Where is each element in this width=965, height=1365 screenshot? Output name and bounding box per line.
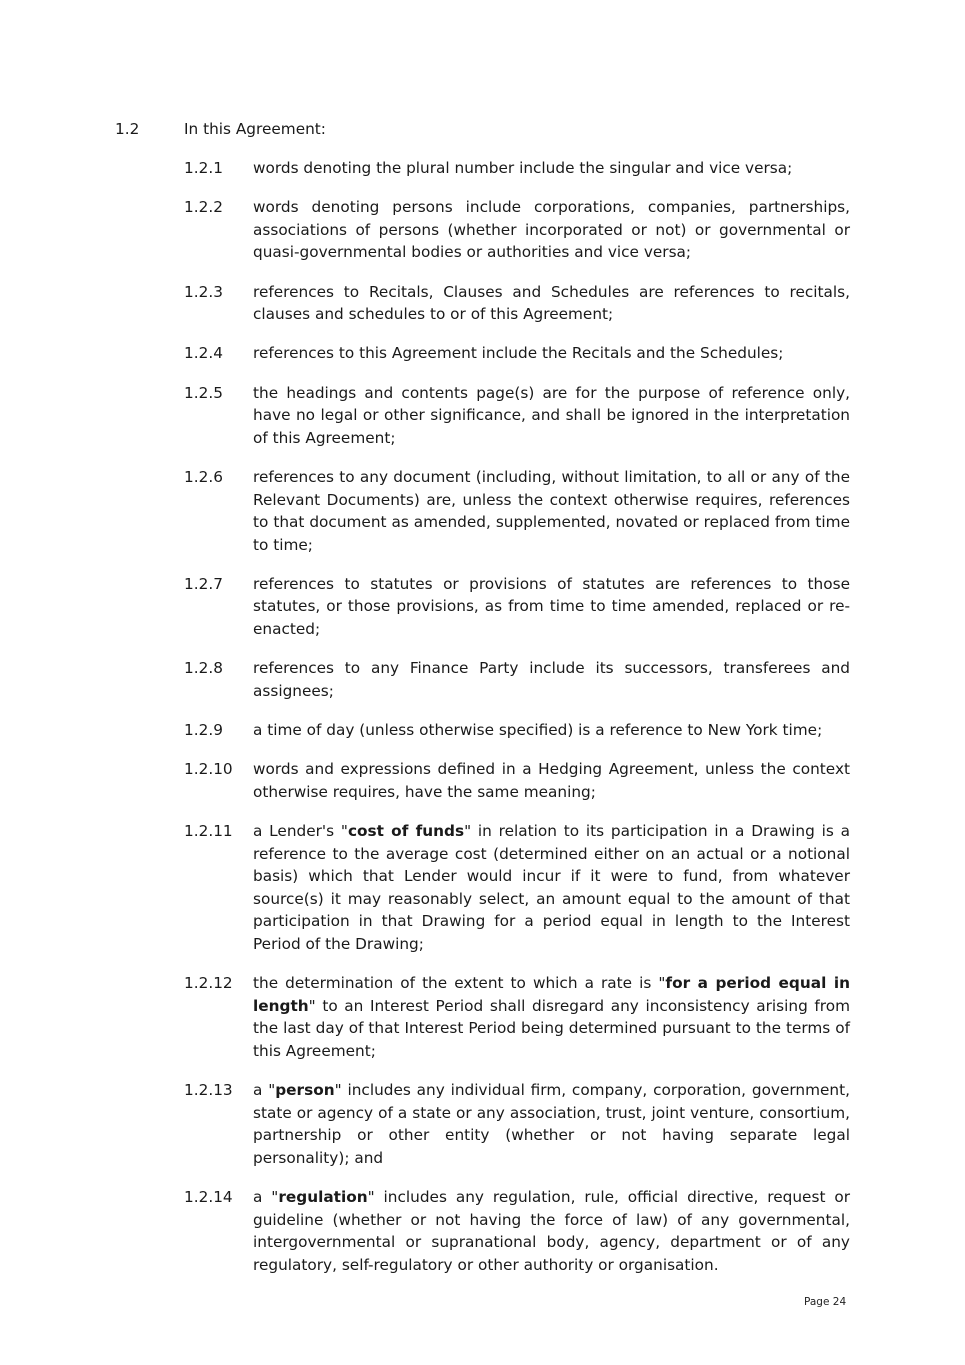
clause-number: 1.2.6 [184,467,223,486]
clause-text-segment: a time of day (unless otherwise specified) is a reference to New York time; [253,721,823,740]
clause-text [253,342,850,365]
clause-number: 1.2.5 [184,383,223,402]
clause-item [184,657,850,702]
clause-number: 1.2.2 [184,198,223,217]
clause-item [184,281,850,326]
clause-list [184,157,850,1293]
section-number: 1.2 [115,120,140,138]
clause-text [253,382,850,450]
defined-term: cost of funds [347,822,465,840]
clause-item [184,820,850,956]
clause-item [184,382,850,450]
clause-text [253,466,850,556]
clause-item [184,157,850,180]
clause-number: 1.2.10 [184,760,233,779]
clause-text [253,281,850,326]
clause-text [253,719,850,742]
clause-text-segment: words and expressions defined in a Hedging Agreement, unless the context otherwise requires, have the same meaning; [253,760,850,801]
clause-item [184,719,850,742]
clause-number: 1.2.8 [184,659,223,678]
defined-term: regulation [278,1188,368,1207]
clause-item [184,573,850,641]
clause-number: 1.2.7 [184,574,223,593]
clause-item [184,972,850,1062]
clause-item [184,466,850,556]
clause-item [184,1186,850,1276]
defined-term: for a period equal in length [253,974,850,1015]
clause-item [184,1079,850,1169]
clause-item [184,196,850,264]
clause-text [253,157,850,180]
clause-number: 1.2.3 [184,282,223,301]
clause-text [253,758,850,803]
clause-text-segment: a " [253,1081,276,1100]
clause-text-segment: words denoting the plural number include the singular and vice versa; [253,159,793,177]
clause-number: 1.2.1 [184,159,223,177]
clause-number: 1.2.4 [184,344,223,363]
clause-number: 1.2.13 [184,1081,233,1100]
clause-text-segment: references to statutes or provisions of statutes are references to those statutes, or those provisions, as from time to time amended, replaced or re-enacted; [253,574,850,639]
clause-text-segment: " includes any regulation, rule, official directive, request or guideline (whether or not having the force of law) of any governmental, intergovernmental or supranational body, agency, department or of any regulatory, self-regulatory or other authority or organisation. [253,1188,850,1274]
clause-text [253,820,850,956]
clause-item [184,758,850,803]
clause-number: 1.2.11 [184,822,233,840]
clause-text [253,196,850,264]
clause-text-segment: references to any Finance Party include its successors, transferees and assignees; [253,659,850,700]
clause-text [253,573,850,641]
clause-number: 1.2.14 [184,1188,233,1207]
clause-text-segment: references to any document (including, without limitation, to all or any of the Relevant Documents) are, unless the context otherwise requires, references to that document as amended, supplemented, novated or replaced from time to time; [253,467,850,554]
clause-text [253,1079,850,1169]
clause-text [253,657,850,702]
clause-text-segment: a Lender's " [253,822,348,840]
clause-text-segment: the headings and contents page(s) are for the purpose of reference only, have no legal or other significance, and shall be ignored in the interpretation of this Agreement; [253,383,850,447]
clause-text-segment: a " [253,1188,279,1207]
clause-text [253,972,850,1062]
clause-text-segment: words denoting persons include corporations, companies, partnerships, associations of persons (whether incorporated or not) or governmental or quasi-governmental bodies or authorities and vice versa; [253,198,850,262]
clause-item [184,342,850,365]
clause-text-segment: " includes any individual firm, company, corporation, government, state or agency of a state or any association, trust, joint venture, consortium, partnership or other entity (whether or not having separate legal personality); and [253,1081,850,1167]
page-number: Page 24 [804,1296,847,1308]
clause-text-segment: references to Recitals, Clauses and Schedules are references to recitals, clauses and schedules to or of this Agreement; [253,282,850,324]
clause-text-segment: " in relation to its participation in a Drawing is a reference to the average cost (determined either on an actual or a notional basis) which that Lender would incur if it were to fund, from whatever source(s) it may reasonably select, an amount equal to the amount of that participation in that Drawing for a period equal in length to the Interest Period of the Drawing; [253,822,850,953]
clause-text-segment: " to an Interest Period shall disregard any inconsistency arising from the last day of that Interest Period being determined pursuant to the terms of this Agreement; [253,996,850,1060]
clause-text [253,1186,850,1276]
clause-number: 1.2.12 [184,974,233,993]
clause-number: 1.2.9 [184,721,223,740]
defined-term: person [275,1081,335,1100]
section-heading [115,118,326,141]
clause-text-segment: references to this Agreement include the Recitals and the Schedules; [253,344,784,363]
clause-text-segment: the determination of the extent to which a rate is " [253,974,666,993]
section-title: In this Agreement: [184,120,326,138]
